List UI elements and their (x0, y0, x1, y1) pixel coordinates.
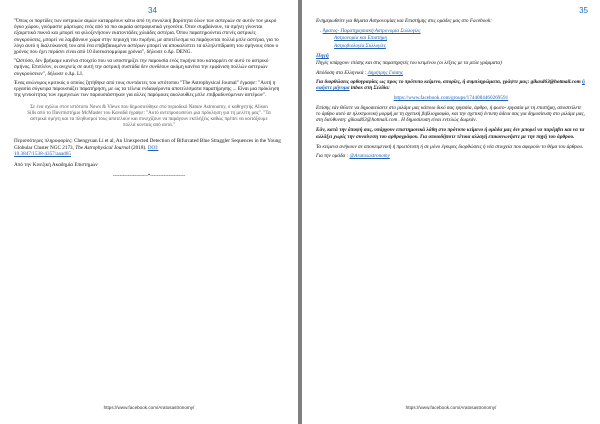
paragraph-reviewer-quote: Ένας ανώνυμος κριτικός ο οποίος ζητήθηκε από τους συντάκτες του ιστότοπου "The Astrophysical Journal" έγραψε: "Αυτή η εργασία σύγκειρα παρουσιάζει παρατήρηση, με ως τα τέλεια ενδιαφέροντα αποτελέσματα παρατήρησης ... Είναι μια πρόκληση της γενικότητας των ερμηνειών των παρουσιάστηκαν για αλλες παρόμοιες ακολουθίες μπλε επιβραδυνόμενων αστέρων". (14, 79, 280, 99)
translator-link[interactable]: Δημήτρης Γιάσης (367, 70, 403, 77)
paragraph-errors: Εάν, κατά την άποψή σας, υπάρχουν επιστημονικά λάθη στο πρότυπο κείμενο ή ομάδα μας δεν μπορεί να παρέμβει και να τα αλλάξει χωρίς την συναίνεση του αρθρογράφου. Για οποιοδήποτε τέτοια αλλαγή επικοινωνήστε με την πηγή του άρθρου. (316, 127, 585, 140)
left-page (0, 0, 298, 424)
reference-year: (2018). (131, 144, 147, 151)
source-description: Πηγές υπάρχουν επίσης και στις παρατηρητές του κειμένου (οι λέξεις με τα μπλε γράμματα) (316, 59, 502, 66)
block-quote-text: Σε ένα σχόλιο στον ιστότοπο News & Views που δημοσιεύθηκε στο περιοδικό Nature Astronomy, ο καθηγητής Alison Sills από το Πανεπιστήμιο McMaster του Καναδά έγραψε: "Αυτό αντιπροσωπεύει μια πρόκληση για τη μελέτη μας". "Τα αστρικά σμήνη και τα πληθυσμοί τους αποτελούν και συνεχίζουν να παράγουν εκπλήξεις καθώς πρέπει να κοιτάξουμε πολλά κονταίς από αυτά." (27, 105, 271, 129)
group-credit (316, 153, 586, 159)
doi-label[interactable]: DOI: (147, 144, 159, 151)
facebook-page-link[interactable]: https://www.facebook.com/groups/1744084460269591 (393, 94, 509, 101)
page-link-row (316, 95, 586, 101)
groups-intro: Ενημερωθείτε για θέματα Αστρονομίας και Επιστήμης στις ομάδες μας στο Facebook: (316, 18, 492, 24)
source-heading: Πηγή (316, 52, 329, 59)
group-link[interactable]: Άρατος- Παρατηρησιακή Αστρονομία Συλλογίες (322, 28, 421, 35)
reference (14, 138, 284, 157)
block-quote (22, 102, 276, 132)
separator: ---------------------*--------------------- (112, 174, 186, 180)
footer-url[interactable]: https://www.facebook.com/Aratosastronomy/ (103, 405, 195, 410)
right-page (302, 0, 600, 424)
contact-note-text: Για διορθώσεις ορθογραφίας ως προς το πρότυπο κείμενο, απορίες, ή συμπληρώματα, γράψτε μας: (316, 79, 530, 86)
inbox-text: inbox στη Σελίδα: (350, 85, 390, 92)
message-link[interactable]: ή αφήστε μήνυμα (316, 79, 585, 92)
contact-email[interactable]: gikasd63@hotmail.com (530, 79, 581, 86)
list-item[interactable]: . Άρατος- Παρατηρησιακή Αστρονομία Συλλογίες (320, 28, 421, 35)
group-link[interactable]: Αστροβιολογία Συλλογίες (334, 42, 386, 49)
reference-journal: The Astrophysical Journal (75, 144, 131, 151)
page-number: 34 (148, 6, 157, 15)
group-handle-link[interactable]: @Aratosastronomy (349, 153, 390, 160)
paragraph-deng-quote: "Όπως οι παρτίδες των αστρικών αιμών καταρρέουν κάτω από τη συνολική βαρύτητα όλων των αστεριών σε αυτόν τον μικρό όγκο χώρου, γινόμαστε μάρτυρες ενός από τα πιο ακραία αστροφυσικά γεγονότα. Όταν συμβαίνουν, τα σμήνη γίνονται εξαιρετικά πυκνά και μπορεί να φιλοξενήσουν εκατοντάδες χιλιάδες αστέρια. Όπου παρατηρούνται στενές αστρικές συγκρούσεις, μπορεί να λαμβάνουν χώρα στην περιοχή του πυρήνα, με αποτέλεσμα να παράγονται πολλά μπλε αστέρια, για το λόγο αυτό η διαλεύκανσή του από ένα επιβεβαιωμένο αστέρων μπορεί να αποκαλύπτει τα αλληλεπίδραση του σμήνους όπου ο χρόνος που έχει περάσει είναι από 10 δισεκατομμύρια χρόνια", δήλωσε ο Δρ. DENG. (14, 18, 279, 56)
paragraph-li-quote: "Ωστόσο, δεν βρήκαμε κανένα στοιχείο που να υποστηρίζει την παρουσία ενός πυρήνα που καταρρέει σε αυτό το αστρικό σμήνος. Επιπλέον, οι ανιχνείς σε αυτή την αστρική συστάδα δεν συνδέουν ακόμη κανένα την εμφάνιση πολλών αστεριών συγκρούσεων", δήλωσε ο Δρ. LI. (14, 58, 269, 77)
groups-list (316, 28, 586, 49)
page-number: 35 (579, 6, 588, 15)
paragraph-notes: Τα κείμενα ανήκουν σε αποκειμενική ή πρωτότυπη ή σε μόνο έγκυρες διορθώσεις ή νέα στοιχεία που αφορούν το θέμα του άρθρου. (316, 143, 584, 150)
list-item[interactable] (320, 35, 586, 41)
contact-note (316, 79, 586, 91)
translation-prefix: Απόδοση στα Ελληνικά : (316, 70, 367, 77)
reference-intro: Περισσότερες πληροφορίες: Chengyuan Li et al, An Unexpected Detection of Bifurcated Blue Straggler Sequences in the Young Globular Cluster NGC 2173, (14, 138, 281, 151)
doi-link[interactable]: 10.3847/1538-4357/aaad65 (14, 150, 71, 157)
group-link[interactable]: Αστρονομία και Επιστήμη (334, 35, 387, 42)
footer-url[interactable]: https://www.facebook.com/Aratosastronomy/ (405, 405, 497, 410)
list-item[interactable] (320, 43, 586, 49)
translation-credit (316, 70, 586, 76)
group-prefix: Για την ομάδα : (316, 153, 349, 160)
paragraph-submissions: Επίσης εάν θέλετε να δημοσιεύσετε στο μιλάμε μας κάποιο δικό σας εργασία, άρθρο, ή φωτο- εργασία με τη επιστήμη, αποστείλετε το άρθρο αυτό σε ηλεκτρονική μορφή με τη σχετική βιβλιογραφία, και την σχετική έντυπη άδεια σας για δημοσίευση στο μιλάμε μας, στη διεύθυνση: gikasd63@hotmail.com . Η δημοσίευση είναι εντελώς δωρεάν. (316, 104, 585, 124)
source-credit: Από την Κινεζική Ακαδημία Επιστημών (14, 162, 98, 169)
